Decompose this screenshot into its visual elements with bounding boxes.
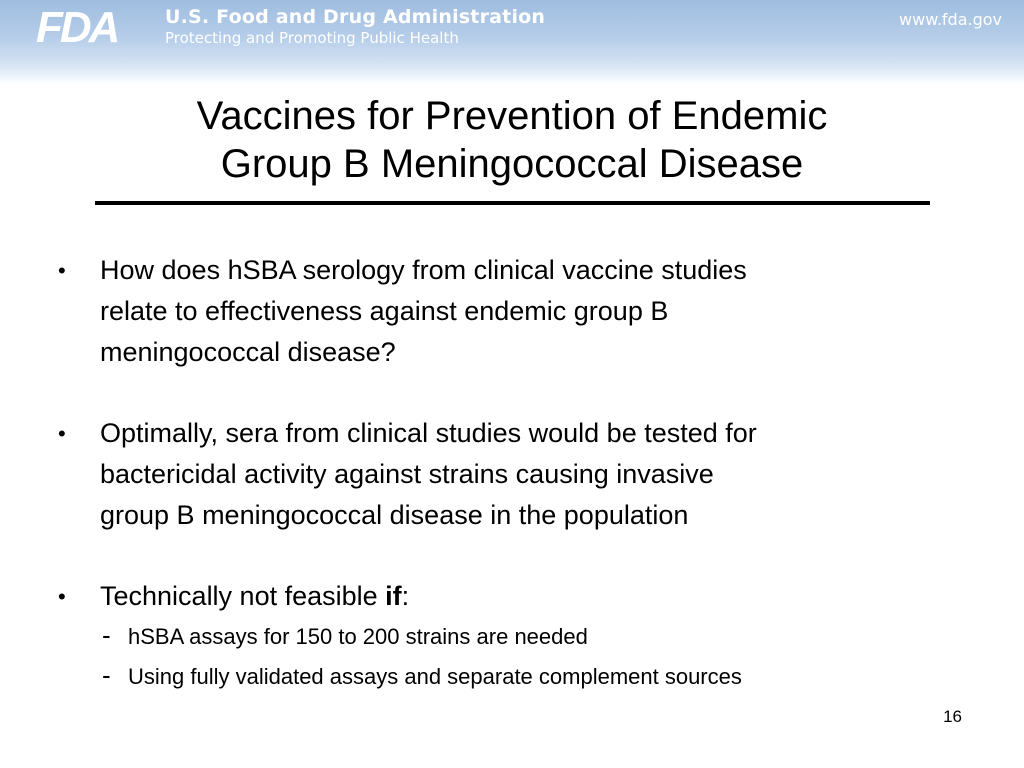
bullet-item-2	[58, 413, 958, 536]
bullet-dot: •	[58, 584, 66, 609]
bullet-bold-text: if	[385, 581, 402, 611]
title-underline	[95, 201, 930, 205]
header-banner	[0, 0, 1024, 84]
title-line-1: Vaccines for Prevention of Endemic	[196, 94, 828, 138]
sub-bullet-text: hSBA assays for 150 to 200 strains are needed	[128, 624, 588, 649]
bullet-item-3	[58, 576, 958, 697]
sub-bullet-list	[100, 617, 958, 697]
agency-tagline: Protecting and Promoting Public Health	[165, 29, 459, 47]
agency-name: U.S. Food and Drug Administration	[165, 6, 546, 28]
sub-bullet-dash: -	[102, 660, 111, 690]
bullet-dot: •	[58, 421, 66, 446]
bullet-line: group B meningococcal disease in the population	[100, 500, 689, 530]
bullet-line: How does hSBA serology from clinical vaccine studies	[100, 255, 747, 285]
fda-logo	[34, 4, 154, 48]
bullet-text: Technically not feasible	[100, 581, 386, 611]
bullet-line: relate to effectiveness against endemic group B	[100, 296, 669, 326]
bullet-colon: :	[401, 581, 410, 611]
bullet-item-1	[58, 250, 958, 373]
sub-bullet-dash: -	[102, 620, 111, 650]
agency-block	[165, 6, 545, 48]
sub-bullet-text: Using fully validated assays and separate complement sources	[128, 664, 742, 689]
bullet-list	[58, 250, 958, 697]
title-line-2: Group B Meningococcal Disease	[220, 142, 804, 186]
page-number: 16	[943, 707, 962, 726]
bullet-line	[100, 576, 958, 617]
bullet-line: bactericidal activity against strains causing invasive	[100, 459, 714, 489]
bullet-dot: •	[58, 258, 66, 283]
bullet-line: Optimally, sera from clinical studies would be tested for	[100, 418, 757, 448]
slide-title	[90, 92, 934, 188]
site-url[interactable]: www.fda.gov	[899, 10, 1002, 29]
sub-bullet-item-1	[100, 617, 958, 657]
sub-bullet-item-2	[100, 657, 958, 697]
bullet-line: meningococcal disease?	[100, 337, 396, 367]
fda-logo-text: FDA	[36, 4, 118, 48]
